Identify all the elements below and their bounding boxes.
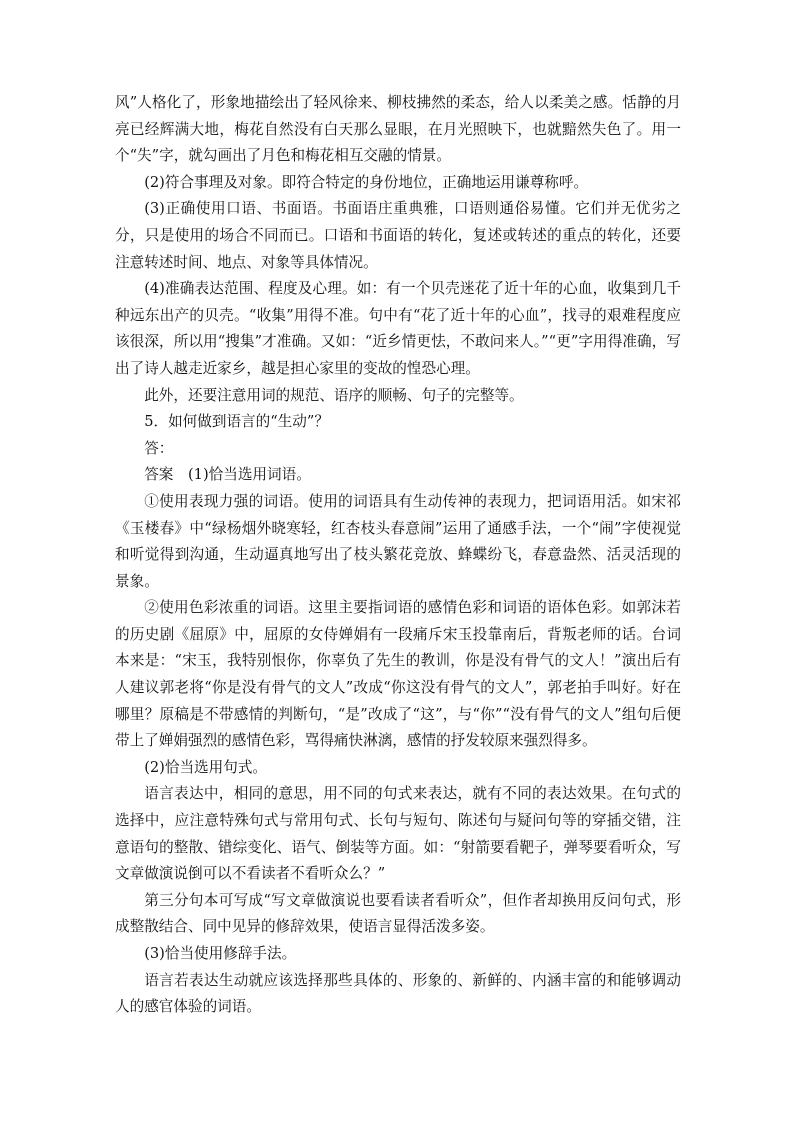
paragraph: 第三分句本可写成“写文章做演说也要看读者看听众”，但作者却换用反问句式，形成整散结合、同中见异的修辞效果，使语言显得活泼多姿。 bbox=[115, 891, 681, 936]
answer-label: 答： bbox=[144, 439, 174, 457]
paragraph: (2)符合事理及对象。即符合特定的身份地位，正确地运用谦尊称呼。 bbox=[144, 173, 589, 191]
paragraph: 风”人格化了，形象地描绘出了轻风徐来、柳枝拂然的柔态，给人以柔美之感。恬静的月亮已经辉满大地，梅花自然没有白天那么显眼，在月光照映下，也就黯然失色了。用一个“失”字，就勾画出了月色和梅花相互交融的情景。 bbox=[115, 94, 681, 165]
paragraph: ②使用色彩浓重的词语。这里主要指词语的感情色彩和词语的语体色彩。如郭沫若的历史剧《屈原》中，屈原的女侍婵娟有一段痛斥宋玉投靠南后，背叛老师的话。台词本来是：“宋玉，我特别恨你，你辜负了先生的教训，你是没有骨气的文人！”演出后有人建议郭老将“你是没有骨气的文人”改成“你这没有骨气的文人”，郭老拍手叫好。好在哪里？原稿是不带感情的判断句，“是”改成了“这”，与“你”“没有骨气的文人”组句后便带上了婵娟强烈的感情色彩，骂得痛快淋漓，感情的抒发较原来强烈得多。 bbox=[115, 599, 681, 750]
paragraph: ①使用表现力强的词语。使用的词语具有生动传神的表现力，把词语用活。如宋祁《玉楼春》中“绿杨烟外晓寒轻，红杏枝头春意闹”运用了通感手法，一个“闹”字使视觉和听觉得到沟通，生动逼真地写出了枝头繁花竞放、蜂蝶纷飞，春意盎然、活灵活现的景象。 bbox=[115, 492, 681, 590]
answer-heading: 答案 (1)恰当选用词语。 bbox=[144, 466, 311, 484]
paragraph: 语言若表达生动就应该选择那些具体的、形象的、新鲜的、内涵丰富的和能够调动人的感官体验的词语。 bbox=[115, 971, 681, 1016]
paragraph: (3)正确使用口语、书面语。书面语庄重典雅，口语则通俗易懂。它们并无优劣之分，只是使用的场合不同而已。口语和书面语的转化，复述或转述的重点的转化，还要注意转述时间、地点、对象等具体情况。 bbox=[115, 200, 681, 271]
question-heading: 5．如何做到语言的“生动”？ bbox=[144, 413, 329, 431]
document-body bbox=[115, 90, 681, 1021]
paragraph: (3)恰当使用修辞手法。 bbox=[144, 945, 297, 962]
paragraph: (4)准确表达范围、程度及心理。如：有一个贝壳迷花了近十年的心血，收集到几千种远东出产的贝壳。“收集”用得不准。句中有“花了近十年的心血”，找寻的艰难程度应该很深，所以用“搜集”才准确。又如：“近乡情更怯，不敢问来人。”“更”字用得准确，写出了诗人越走近家乡，越是担心家里的变故的惶恐心理。 bbox=[115, 280, 681, 377]
paragraph: 语言表达中，相同的意思，用不同的句式来表达，就有不同的表达效果。在句式的选择中，应注意特殊句式与常用句式、长句与短句、陈述句与疑问句等的穿插交错，注意语句的整散、错综变化、语气、倒装等方面。如：“射箭要看靶子，弹琴要看听众，写文章做演说倒可以不看读者不看听众么？” bbox=[115, 785, 681, 883]
paragraph: 此外，还要注意用词的规范、语序的顺畅、句子的完整等。 bbox=[144, 386, 524, 404]
paragraph: (2)恰当选用句式。 bbox=[144, 758, 268, 776]
